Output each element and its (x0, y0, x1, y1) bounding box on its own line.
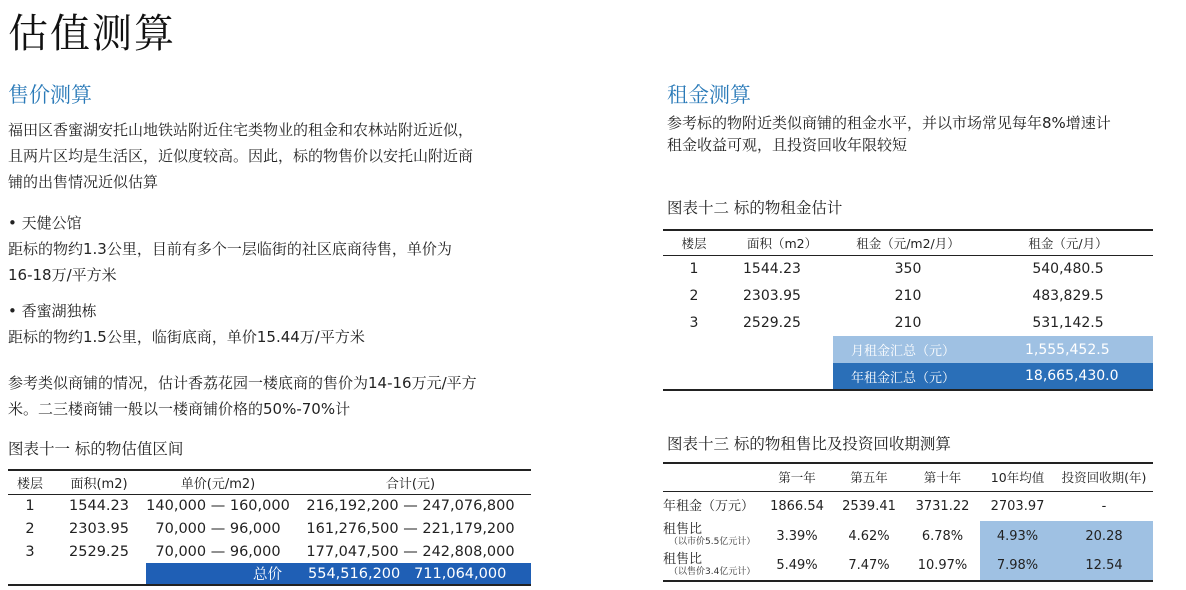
row-label-sub: （以售价3.4亿元计） (669, 566, 756, 577)
col-header: 楼层 (663, 230, 725, 255)
row-label (663, 521, 761, 551)
reference-paragraph (8, 370, 477, 422)
col-header: 合计(元) (290, 470, 531, 494)
rent-sale-ratio-table (663, 462, 1153, 582)
cell: 2303.95 (743, 287, 801, 304)
table-header-row (8, 470, 531, 494)
rent-section-title: 租金测算 (667, 83, 751, 107)
cell: 20.28 (1055, 521, 1153, 551)
total-label: 总价 (146, 563, 290, 585)
cell: 7.47% (848, 558, 890, 573)
rent-intro-line: 租金收益可观，且投资回收年限较短 (667, 136, 908, 154)
sale-intro-line: 且两片区均是生活区，近似度较高。因此，标的物售价以安托山附近商 (8, 147, 474, 165)
cell: 483,829.5 (1032, 287, 1104, 304)
cell: - (1101, 498, 1107, 514)
monthly-sum-label: 月租金汇总（元） (833, 336, 983, 363)
col-header: 第一年 (761, 463, 833, 491)
col-header: 第五年 (833, 463, 905, 491)
col-header: 租金（元/m2/月） (833, 230, 983, 255)
figure-13-caption: 图表十三 标的物租售比及投资回收期测算 (667, 435, 951, 453)
cell (725, 336, 833, 363)
cell: 531,142.5 (1032, 314, 1104, 331)
total-value: 554,516,200 711,064,000 (290, 563, 531, 585)
page-title: 估值测算 (8, 11, 176, 57)
cell: 3 (689, 314, 699, 331)
reference-line: 米。二三楼商铺一般以一楼商铺价格的50%-70%计 (8, 400, 351, 418)
reference-line: 参考类似商铺的情况，估计香荔花园一楼底商的售价为14-16万元/平方 (8, 374, 477, 392)
cell: 7.98% (980, 551, 1055, 581)
cell (8, 563, 52, 585)
cell: 140,000 — 160,000 (146, 497, 290, 514)
col-header: 第十年 (905, 463, 980, 491)
table-row (663, 282, 1153, 309)
col-header: 楼层 (8, 470, 52, 494)
cell: 2539.41 (842, 498, 896, 514)
bullet-tianjian: • 天健公馆 (8, 214, 82, 232)
table-row (663, 309, 1153, 336)
cell: 3 (25, 543, 35, 560)
col-header (663, 463, 761, 491)
rent-estimate-table (663, 229, 1153, 391)
cell: 177,047,500 — 242,808,000 (306, 543, 515, 560)
cell: 10.97% (917, 558, 968, 573)
cell: 5.49% (776, 558, 818, 573)
cell: 3731.22 (915, 498, 970, 514)
cell: 70,000 — 96,000 (155, 520, 281, 537)
cell: 4.62% (848, 528, 890, 544)
valuation-table (8, 469, 531, 586)
figure-12-caption: 图表十二 标的物租金估计 (667, 199, 843, 217)
table-row (663, 255, 1153, 282)
cell: 2 (689, 287, 699, 304)
sale-intro-paragraph (8, 117, 473, 195)
figure-11-caption: 图表十一 标的物估值区间 (8, 440, 184, 458)
table-row (8, 540, 531, 563)
cell: 6.78% (921, 528, 964, 544)
cell: 210 (894, 287, 922, 304)
col-header: 10年均值 (980, 463, 1055, 491)
cell: 3.39% (776, 528, 818, 544)
yearly-sum-row (663, 363, 1153, 390)
total-row (8, 563, 531, 585)
col-header: 租金（元/月） (983, 230, 1153, 255)
table-row (663, 491, 1153, 521)
cell: 210 (894, 314, 922, 331)
row-label-main: 租售比 (663, 522, 703, 537)
cell (663, 336, 725, 363)
sale-intro-line: 铺的出售情况近似估算 (8, 173, 159, 191)
table-header-row (663, 230, 1153, 255)
tianjian-line: 距标的物约1.3公里，目前有多个一层临街的社区底商待售，单价为 (8, 240, 452, 258)
cell: 2529.25 (743, 314, 801, 331)
row-label-main: 租售比 (663, 551, 703, 567)
cell: 540,480.5 (1032, 260, 1104, 277)
cell: 1866.54 (770, 498, 824, 514)
cell: 1 (689, 260, 699, 277)
table-row (8, 517, 531, 540)
table-row (663, 551, 1153, 581)
row-label (663, 551, 761, 581)
cell: 161,276,500 — 221,179,200 (306, 520, 515, 537)
cell: 1544.23 (69, 497, 129, 514)
sale-price-section-title: 售价测算 (8, 83, 92, 107)
cell: 1544.23 (743, 260, 801, 277)
row-label: 年租金（万元） (663, 498, 755, 514)
xiangmihu-paragraph (8, 324, 365, 350)
cell: 2 (25, 520, 35, 537)
cell (52, 563, 146, 585)
monthly-sum-row (663, 336, 1153, 363)
yearly-sum-label: 年租金汇总（元） (833, 363, 983, 390)
sale-intro-line: 福田区香蜜湖安托山地铁站附近住宅类物业的租金和农林站附近近似， (8, 121, 474, 139)
col-header: 面积(m2) (52, 470, 146, 494)
col-header: 投资回收期(年) (1055, 463, 1153, 491)
cell (725, 363, 833, 390)
cell (663, 363, 725, 390)
rent-intro-paragraph (667, 110, 1186, 158)
tianjian-paragraph (8, 236, 452, 288)
table-row (663, 521, 1153, 551)
cell: 12.54 (1055, 551, 1153, 581)
tianjian-line: 16-18万/平方米 (8, 266, 117, 284)
row-label-sub: （以市价5.5亿元计） (669, 537, 756, 547)
cell: 350 (894, 260, 922, 277)
yearly-sum-value: 18,665,430.0 (983, 363, 1153, 390)
cell: 1 (25, 497, 35, 514)
xiangmihu-line: 距标的物约1.5公里，临街底商，单价15.44万/平方米 (8, 328, 365, 346)
bullet-xiangmihu: • 香蜜湖独栋 (8, 302, 97, 320)
cell: 2703.97 (990, 498, 1045, 514)
cell: 2529.25 (69, 543, 129, 560)
col-header: 面积（m2） (725, 230, 833, 255)
table-header-row (663, 463, 1153, 491)
table-row (8, 494, 531, 517)
cell: 216,192,200 — 247,076,800 (306, 497, 515, 514)
cell: 70,000 — 96,000 (155, 543, 281, 560)
cell: 2303.95 (69, 520, 129, 537)
rent-intro-line: 参考标的物附近类似商铺的租金水平，并以市场常见每年8%增速计 (667, 114, 1111, 132)
monthly-sum-value: 1,555,452.5 (983, 336, 1153, 363)
cell: 4.93% (980, 521, 1055, 551)
col-header: 单价(元/m2) (146, 470, 290, 494)
